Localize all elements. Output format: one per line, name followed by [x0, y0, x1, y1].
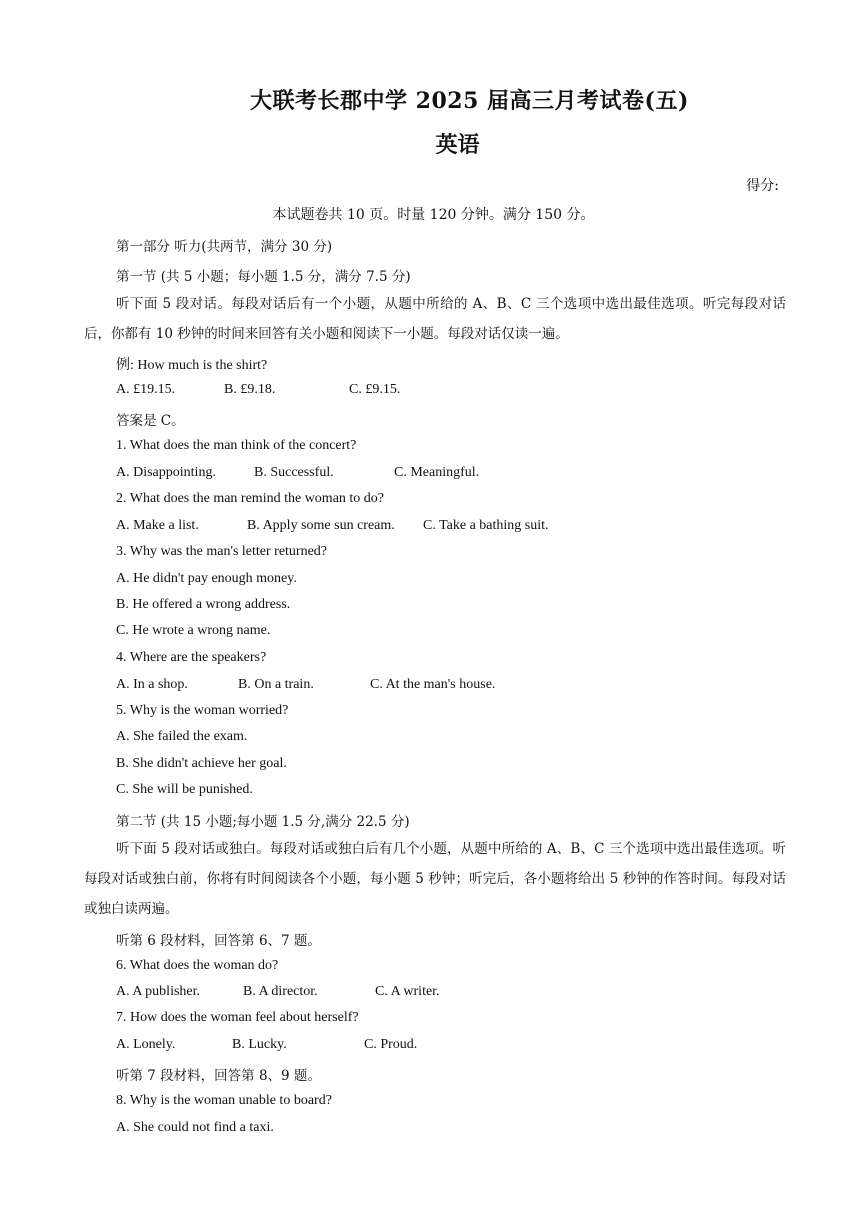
exam-intro: 本试题卷共 10 页。时量 120 分钟。满分 150 分。	[272, 207, 595, 223]
option-b: B. £9.18.	[224, 382, 276, 397]
option-c: C. Proud.	[364, 1037, 418, 1052]
option-a: A. Lonely.	[116, 1037, 176, 1052]
question-5-option-c: C. She will be punished.	[116, 782, 253, 797]
option-b: B. Lucky.	[232, 1037, 287, 1052]
option-c: C. A writer.	[375, 984, 440, 999]
material-7-note: 听第 7 段材料，回答第 8、9 题。	[116, 1068, 321, 1084]
question-6-options	[116, 984, 796, 1004]
question-5: 5. Why is the woman worried?	[116, 703, 289, 718]
question-3-option-b: B. He offered a wrong address.	[116, 597, 291, 612]
option-c: C. £9.15.	[349, 382, 401, 397]
question-3-option-c: C. He wrote a wrong name.	[116, 623, 271, 638]
question-8: 8. Why is the woman unable to board?	[116, 1093, 332, 1108]
section2-instructions: 听下面 5 段对话或独白。每段对话或独白后有几个小题，从题中所给的 A、B、C 三个选项中选出最佳选项。听每段对话或独白前，你将有时间阅读各个小题，每小题 5 秒钟；听完后，各小题将给出 5 秒钟的作答时间。每段对话或独白读两遍。	[84, 841, 786, 917]
option-a: A. In a shop.	[116, 677, 188, 692]
exam-title: 大联考长郡中学 2025 届高三月考试卷(五)	[250, 88, 689, 114]
question-4: 4. Where are the speakers?	[116, 650, 267, 665]
example-question: 例: How much is the shirt?	[116, 358, 268, 373]
option-c: C. Meaningful.	[394, 465, 480, 480]
subject-title: 英语	[435, 132, 480, 158]
section1-heading: 第一节 (共 5 小题；每小题 1.5 分，满分 7.5 分)	[116, 269, 411, 285]
question-7-options	[116, 1037, 796, 1057]
question-3: 3. Why was the man's letter returned?	[116, 544, 328, 559]
question-1-options	[116, 465, 796, 485]
example-answer: 答案是 C。	[116, 413, 185, 429]
score-label: 得分:	[746, 178, 779, 194]
question-3-option-a: A. He didn't pay enough money.	[116, 571, 297, 586]
option-b: B. Apply some sun cream.	[247, 518, 395, 533]
question-2-options	[116, 518, 796, 538]
option-b: B. Successful.	[254, 465, 334, 480]
option-c: C. Take a bathing suit.	[423, 518, 549, 533]
question-4-options	[116, 677, 796, 697]
option-a: A. £19.15.	[116, 382, 176, 397]
section2-heading: 第二节 (共 15 小题;每小题 1.5 分,满分 22.5 分)	[116, 814, 410, 830]
question-5-option-b: B. She didn't achieve her goal.	[116, 756, 287, 771]
question-2: 2. What does the man remind the woman to do?	[116, 491, 385, 506]
part1-heading: 第一部分 听力(共两节，满分 30 分)	[116, 239, 333, 255]
question-7: 7. How does the woman feel about herself?	[116, 1010, 359, 1025]
option-a: A. A publisher.	[116, 984, 201, 999]
question-6: 6. What does the woman do?	[116, 958, 279, 973]
option-a: A. Disappointing.	[116, 465, 216, 480]
question-8-option-a: A. She could not find a taxi.	[116, 1120, 274, 1135]
option-b: B. On a train.	[238, 677, 314, 692]
section1-instructions: 听下面 5 段对话。每段对话后有一个小题，从题中所给的 A、B、C 三个选项中选出最佳选项。听完每段对话后，你都有 10 秒钟的时间来回答有关小题和阅读下一小题。每段对话仅读一遍。	[84, 296, 786, 342]
question-1: 1. What does the man think of the concert?	[116, 438, 357, 453]
option-b: B. A director.	[243, 984, 318, 999]
material-6-note: 听第 6 段材料，回答第 6、7 题。	[116, 933, 321, 949]
question-5-option-a: A. She failed the exam.	[116, 729, 248, 744]
example-options	[116, 382, 796, 402]
option-c: C. At the man's house.	[370, 677, 496, 692]
option-a: A. Make a list.	[116, 518, 199, 533]
